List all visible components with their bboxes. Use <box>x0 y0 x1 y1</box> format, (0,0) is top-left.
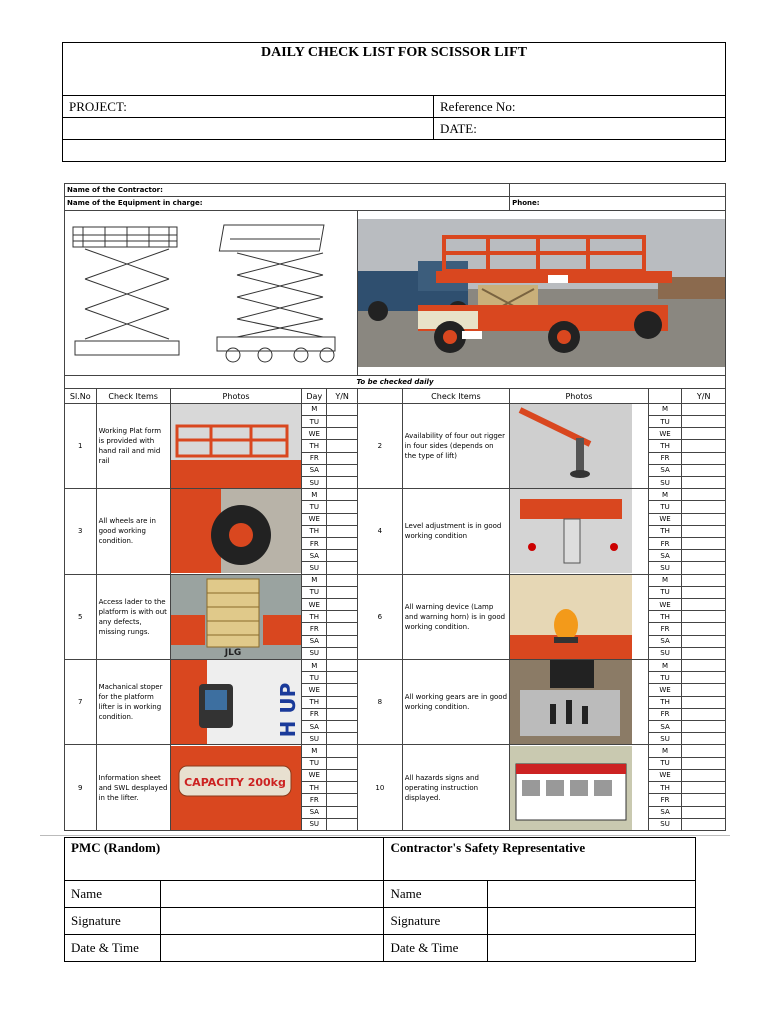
yn-checkbox[interactable] <box>682 782 726 794</box>
day-th: TH <box>302 611 327 623</box>
yn-checkbox[interactable] <box>327 623 358 635</box>
check-item-text: All wheels are in good working condition. <box>96 489 170 574</box>
rep-datetime-label: Date & Time <box>384 935 488 962</box>
day-fr: FR <box>302 537 327 549</box>
yn-checkbox[interactable] <box>327 525 358 537</box>
item-number: 7 <box>65 660 97 745</box>
yn-checkbox[interactable] <box>682 708 726 720</box>
yn-checkbox[interactable] <box>682 428 726 440</box>
yn-checkbox[interactable] <box>327 769 358 781</box>
pmc-datetime-label: Date & Time <box>65 935 161 962</box>
rep-name-input[interactable] <box>488 881 696 908</box>
day-sa: SA <box>302 806 327 818</box>
check-item-text: Machanical stoper for the platform lifter is in working condition. <box>96 660 170 745</box>
day-m: M <box>302 489 327 501</box>
pmc-title: PMC (Random) <box>65 838 384 881</box>
yn-checkbox[interactable] <box>327 672 358 684</box>
yn-checkbox[interactable] <box>327 452 358 464</box>
yn-checkbox[interactable] <box>682 769 726 781</box>
yn-checkbox[interactable] <box>682 745 726 757</box>
item-number: 6 <box>358 574 403 659</box>
yn-checkbox[interactable] <box>327 501 358 513</box>
phone-field[interactable]: Phone: <box>510 197 726 210</box>
day-th: TH <box>648 696 682 708</box>
day-fr: FR <box>302 623 327 635</box>
day-th: TH <box>648 440 682 452</box>
day-we: WE <box>302 428 327 440</box>
day-th: TH <box>302 696 327 708</box>
check-item-text: All working gears are in good working condition. <box>402 660 509 745</box>
control-gears-photo-icon <box>510 660 632 744</box>
day-tu: TU <box>648 501 682 513</box>
day-row <box>65 489 726 501</box>
day-th: TH <box>648 782 682 794</box>
day-fr: FR <box>302 794 327 806</box>
day-sa: SA <box>302 635 327 647</box>
check-items-body <box>65 403 726 830</box>
yn-checkbox[interactable] <box>327 489 358 501</box>
contractor-field[interactable]: Name of the Contractor: <box>65 184 510 197</box>
day-sa: SA <box>648 635 682 647</box>
pmc-datetime-input[interactable] <box>160 935 384 962</box>
col-yn: Y/N <box>327 389 358 403</box>
item-number: 10 <box>358 745 403 831</box>
col-check-items-2: Check Items <box>402 389 509 403</box>
yn-checkbox[interactable] <box>327 550 358 562</box>
blank-row <box>63 140 726 162</box>
access-ladder-photo-icon <box>171 575 301 659</box>
mechanical-stopper-photo-icon <box>171 660 301 744</box>
yn-checkbox[interactable] <box>327 818 358 830</box>
check-item-text: Working Plat form is provided with hand rail and mid rail <box>96 403 170 488</box>
yn-checkbox[interactable] <box>682 611 726 623</box>
warning-lamp-photo-icon <box>510 575 632 659</box>
day-fr: FR <box>648 794 682 806</box>
day-sa: SA <box>648 550 682 562</box>
day-row <box>65 574 726 586</box>
equipment-field[interactable]: Name of the Equipment in charge: <box>65 197 510 210</box>
yn-checkbox[interactable] <box>682 537 726 549</box>
day-m: M <box>648 660 682 672</box>
platform-handrail-photo-icon <box>171 404 301 488</box>
item-number: 4 <box>358 489 403 574</box>
day-fr: FR <box>648 623 682 635</box>
yn-checkbox[interactable] <box>682 403 726 415</box>
col-slno-2 <box>358 389 403 403</box>
day-su: SU <box>302 733 327 745</box>
signoff-table <box>64 837 696 962</box>
rep-datetime-input[interactable] <box>488 935 696 962</box>
contractor-rep-title: Contractor's Safety Representative <box>384 838 696 881</box>
item-number: 9 <box>65 745 97 831</box>
col-day-2 <box>648 389 682 403</box>
day-sa: SA <box>648 806 682 818</box>
day-we: WE <box>302 513 327 525</box>
yn-checkbox[interactable] <box>327 782 358 794</box>
yn-checkbox[interactable] <box>682 696 726 708</box>
day-tu: TU <box>648 672 682 684</box>
day-th: TH <box>302 525 327 537</box>
item-number: 2 <box>358 403 403 488</box>
rep-signature-label: Signature <box>384 908 488 935</box>
scissor-lift-truck-photo-icon <box>358 219 725 367</box>
scissor-lift-drawing <box>65 210 358 375</box>
day-we: WE <box>648 769 682 781</box>
day-fr: FR <box>648 537 682 549</box>
day-su: SU <box>648 476 682 488</box>
control-gears-photo <box>510 660 649 745</box>
item-number: 8 <box>358 660 403 745</box>
check-item-text: All hazards signs and operating instruction displayed. <box>402 745 509 831</box>
page-title: DAILY CHECK LIST FOR SCISSOR LIFT <box>63 43 726 96</box>
yn-checkbox[interactable] <box>682 464 726 476</box>
yn-checkbox[interactable] <box>682 489 726 501</box>
yn-checkbox[interactable] <box>682 586 726 598</box>
yn-checkbox[interactable] <box>327 428 358 440</box>
svg-text:H UP: H UP <box>275 682 300 738</box>
col-slno: Sl.No <box>65 389 97 403</box>
day-tu: TU <box>302 501 327 513</box>
day-th: TH <box>302 782 327 794</box>
platform-handrail-photo <box>170 403 302 488</box>
day-m: M <box>648 745 682 757</box>
yn-checkbox[interactable] <box>327 599 358 611</box>
day-fr: FR <box>648 708 682 720</box>
day-su: SU <box>648 562 682 574</box>
day-m: M <box>302 745 327 757</box>
day-su: SU <box>302 562 327 574</box>
yn-checkbox[interactable] <box>682 501 726 513</box>
yn-checkbox[interactable] <box>327 574 358 586</box>
day-tu: TU <box>302 672 327 684</box>
day-row <box>65 403 726 415</box>
yn-checkbox[interactable] <box>682 684 726 696</box>
yn-checkbox[interactable] <box>682 440 726 452</box>
svg-text:CAPACITY 200kg: CAPACITY 200kg <box>183 775 286 789</box>
day-fr: FR <box>302 452 327 464</box>
yn-checkbox[interactable] <box>327 537 358 549</box>
day-th: TH <box>648 525 682 537</box>
yn-checkbox[interactable] <box>682 415 726 427</box>
yn-checkbox[interactable] <box>327 647 358 659</box>
yn-checkbox[interactable] <box>682 660 726 672</box>
yn-checkbox[interactable] <box>682 635 726 647</box>
contractor-value[interactable] <box>510 184 726 197</box>
col-day: Day <box>302 389 327 403</box>
yn-checkbox[interactable] <box>327 757 358 769</box>
wheel-photo <box>170 489 302 574</box>
yn-checkbox[interactable] <box>327 513 358 525</box>
yn-checkbox[interactable] <box>327 696 358 708</box>
yn-checkbox[interactable] <box>327 806 358 818</box>
yn-checkbox[interactable] <box>682 757 726 769</box>
scissor-lift-photo <box>358 210 726 375</box>
reference-field[interactable]: Reference No: <box>434 96 726 118</box>
day-su: SU <box>302 818 327 830</box>
day-tu: TU <box>302 586 327 598</box>
outrigger-photo-icon <box>510 404 632 488</box>
mechanical-stopper-photo <box>170 660 302 745</box>
day-su: SU <box>302 647 327 659</box>
day-m: M <box>648 489 682 501</box>
day-we: WE <box>648 428 682 440</box>
item-number: 3 <box>65 489 97 574</box>
day-m: M <box>302 660 327 672</box>
day-we: WE <box>648 599 682 611</box>
access-ladder-photo <box>170 574 302 659</box>
day-we: WE <box>302 769 327 781</box>
day-m: M <box>648 574 682 586</box>
rep-name-label: Name <box>384 881 488 908</box>
blank-cell <box>63 118 434 140</box>
day-su: SU <box>302 476 327 488</box>
col-check-items: Check Items <box>96 389 170 403</box>
project-field[interactable]: PROJECT: <box>63 96 434 118</box>
yn-checkbox[interactable] <box>682 623 726 635</box>
yn-checkbox[interactable] <box>682 647 726 659</box>
day-m: M <box>302 403 327 415</box>
yn-checkbox[interactable] <box>682 721 726 733</box>
check-item-text: Information sheet and SWL desplayed in the lifter. <box>96 745 170 831</box>
hazard-signs-photo <box>510 745 649 831</box>
wheel-photo-icon <box>171 489 301 573</box>
yn-checkbox[interactable] <box>327 586 358 598</box>
hazard-signs-photo-icon <box>510 746 632 830</box>
check-item-text: Access lader to the platform is with out any defects, missing rungs. <box>96 574 170 659</box>
yn-checkbox[interactable] <box>327 721 358 733</box>
pmc-name-label: Name <box>65 881 161 908</box>
pmc-signature-label: Signature <box>65 908 161 935</box>
pmc-name-input[interactable] <box>160 881 384 908</box>
yn-checkbox[interactable] <box>682 599 726 611</box>
day-sa: SA <box>302 721 327 733</box>
yn-checkbox[interactable] <box>327 611 358 623</box>
day-su: SU <box>648 818 682 830</box>
day-m: M <box>302 574 327 586</box>
check-item-text: Level adjustment is in good working condition <box>402 489 509 574</box>
header-table <box>62 42 726 162</box>
scissor-lift-line-drawing-icon <box>65 219 357 367</box>
yn-checkbox[interactable] <box>682 574 726 586</box>
yn-checkbox[interactable] <box>327 562 358 574</box>
day-su: SU <box>648 733 682 745</box>
date-field[interactable]: DATE: <box>434 118 726 140</box>
day-row <box>65 660 726 672</box>
col-photos: Photos <box>170 389 302 403</box>
day-row <box>65 745 726 757</box>
yn-checkbox[interactable] <box>327 440 358 452</box>
day-tu: TU <box>648 757 682 769</box>
day-th: TH <box>302 440 327 452</box>
day-fr: FR <box>302 708 327 720</box>
yn-checkbox[interactable] <box>327 635 358 647</box>
level-adjust-photo <box>510 489 649 574</box>
yn-checkbox[interactable] <box>682 672 726 684</box>
day-sa: SA <box>648 721 682 733</box>
yn-checkbox[interactable] <box>327 745 358 757</box>
yn-checkbox[interactable] <box>327 464 358 476</box>
yn-checkbox[interactable] <box>327 476 358 488</box>
day-we: WE <box>648 513 682 525</box>
capacity-sign-photo-icon <box>171 746 301 830</box>
day-tu: TU <box>302 757 327 769</box>
item-number: 5 <box>65 574 97 659</box>
item-number: 1 <box>65 403 97 488</box>
yn-checkbox[interactable] <box>327 415 358 427</box>
yn-checkbox[interactable] <box>682 452 726 464</box>
yn-checkbox[interactable] <box>327 794 358 806</box>
svg-text:JLG: JLG <box>224 647 242 658</box>
day-tu: TU <box>302 415 327 427</box>
yn-checkbox[interactable] <box>327 684 358 696</box>
yn-checkbox[interactable] <box>327 733 358 745</box>
yn-checkbox[interactable] <box>682 806 726 818</box>
rep-signature-input[interactable] <box>488 908 696 935</box>
checklist-grid <box>64 183 726 831</box>
day-sa: SA <box>302 464 327 476</box>
pmc-signature-input[interactable] <box>160 908 384 935</box>
day-sa: SA <box>648 464 682 476</box>
check-item-text: Availability of four out rigger in four sides (depends on the type of lift) <box>402 403 509 488</box>
day-m: M <box>648 403 682 415</box>
yn-checkbox[interactable] <box>682 525 726 537</box>
daily-banner: To be checked daily <box>65 375 726 388</box>
day-th: TH <box>648 611 682 623</box>
yn-checkbox[interactable] <box>682 562 726 574</box>
divider <box>40 835 730 836</box>
yn-checkbox[interactable] <box>682 733 726 745</box>
capacity-sign-photo <box>170 745 302 831</box>
yn-checkbox[interactable] <box>327 708 358 720</box>
day-we: WE <box>302 599 327 611</box>
col-yn-2: Y/N <box>682 389 726 403</box>
day-sa: SA <box>302 550 327 562</box>
check-item-text: All warning device (Lamp and warning horn) is in good working condition. <box>402 574 509 659</box>
yn-checkbox[interactable] <box>682 794 726 806</box>
level-adjust-photo-icon <box>510 489 632 573</box>
yn-checkbox[interactable] <box>327 403 358 415</box>
yn-checkbox[interactable] <box>682 476 726 488</box>
day-tu: TU <box>648 586 682 598</box>
day-we: WE <box>302 684 327 696</box>
col-photos-2: Photos <box>510 389 649 403</box>
warning-lamp-photo <box>510 574 649 659</box>
yn-checkbox[interactable] <box>682 818 726 830</box>
outrigger-photo <box>510 403 649 488</box>
yn-checkbox[interactable] <box>682 513 726 525</box>
day-fr: FR <box>648 452 682 464</box>
day-we: WE <box>648 684 682 696</box>
day-tu: TU <box>648 415 682 427</box>
yn-checkbox[interactable] <box>682 550 726 562</box>
yn-checkbox[interactable] <box>327 660 358 672</box>
day-su: SU <box>648 647 682 659</box>
